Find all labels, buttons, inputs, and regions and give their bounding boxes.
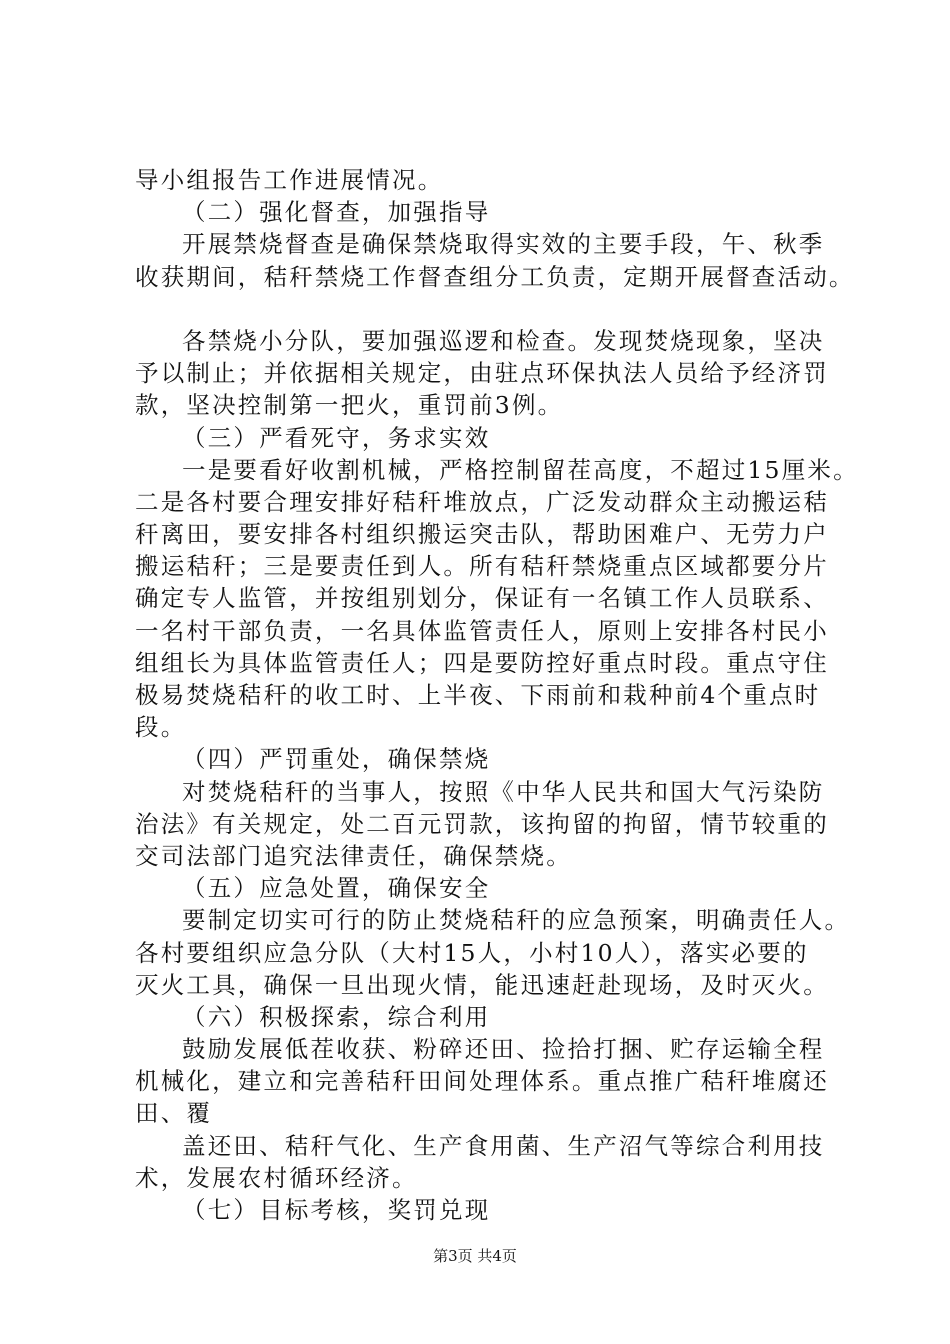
text-line: 鼓励发展低茬收获、粉碎还田、捡拾打捆、贮存运输全程: [182, 1035, 825, 1064]
text-line: 要制定切实可行的防止焚烧秸秆的应急预案，明确责任人。: [182, 906, 851, 935]
text-line: 机械化，建立和完善秸秆田间处理体系。重点推广秸秆堆腐还: [135, 1067, 829, 1096]
text-line: （二）强化督查，加强指导: [182, 198, 491, 227]
text-line: 二是各村要合理安排好秸秆堆放点，广泛发动群众主动搬运秸: [135, 487, 829, 516]
text-line: 搬运秸秆；三是要责任到人。所有秸秆禁烧重点区域都要分片: [135, 552, 829, 581]
text-line: 一名村干部负责，一名具体监管责任人，原则上安排各村民小: [135, 616, 829, 645]
text-line: 对焚烧秸秆的当事人，按照《中华人民共和国大气污染防: [182, 777, 825, 806]
text-line: 术，发展农村循环经济。: [135, 1163, 418, 1192]
text-line: 极易焚烧秸秆的收工时、上半夜、下雨前和栽种前4个重点时: [135, 681, 821, 709]
document-body: [135, 164, 859, 1226]
paragraph-gap: [135, 293, 843, 325]
text-line: （六）积极探索，综合利用: [182, 1002, 491, 1031]
text-line: 盖还田、秸秆气化、生产食用菌、生产沼气等综合利用技: [182, 1131, 825, 1160]
text-line: 开展禁烧督查是确保禁烧取得实效的主要手段，午、秋季: [182, 230, 825, 259]
text-line: 灭火工具，确保一旦出现火情，能迅速赶赴现场，及时灭火。: [135, 970, 829, 999]
text-line: 秆离田，要安排各村组织搬运突击队，帮助困难户、无劳力户: [135, 520, 829, 549]
text-line: 确定专人监管，并按组别划分，保证有一名镇工作人员联系、: [135, 584, 829, 613]
text-line: （五）应急处置，确保安全: [182, 874, 491, 903]
text-line: 治法》有关规定，处二百元罚款，该拘留的拘留，情节较重的: [135, 809, 829, 838]
text-line: 组组长为具体监管责任人；四是要防控好重点时段。重点守住: [135, 648, 829, 677]
text-line: （三）严看死守，务求实效: [182, 423, 491, 452]
text-line: 交司法部门追究法律责任，确保禁烧。: [135, 841, 572, 870]
text-line: 各村要组织应急分队（大村15人，小村10人），落实必要的: [135, 938, 809, 967]
text-line: 导小组报告工作进展情况。: [135, 166, 444, 194]
page-footer: 第3页 共4页: [433, 1247, 517, 1265]
text-line: （七）目标考核，奖罚兑现: [182, 1196, 491, 1224]
text-line: 田、覆: [135, 1099, 213, 1128]
text-line: 予以制止；并依据相关规定，由驻点环保执法人员给予经济罚: [135, 359, 829, 388]
text-line: 段。: [135, 713, 187, 742]
text-line: 各禁烧小分队，要加强巡逻和检查。发现焚烧现象，坚决: [182, 326, 825, 355]
text-line: 收获期间，秸秆禁烧工作督查组分工负责，定期开展督查活动。: [135, 262, 855, 291]
text-line: （四）严罚重处，确保禁烧: [182, 745, 491, 774]
text-line: 款，坚决控制第一把火，重罚前3例。: [135, 391, 564, 420]
text-line: 一是要看好收割机械，严格控制留茬高度，不超过15厘米。: [182, 455, 859, 484]
